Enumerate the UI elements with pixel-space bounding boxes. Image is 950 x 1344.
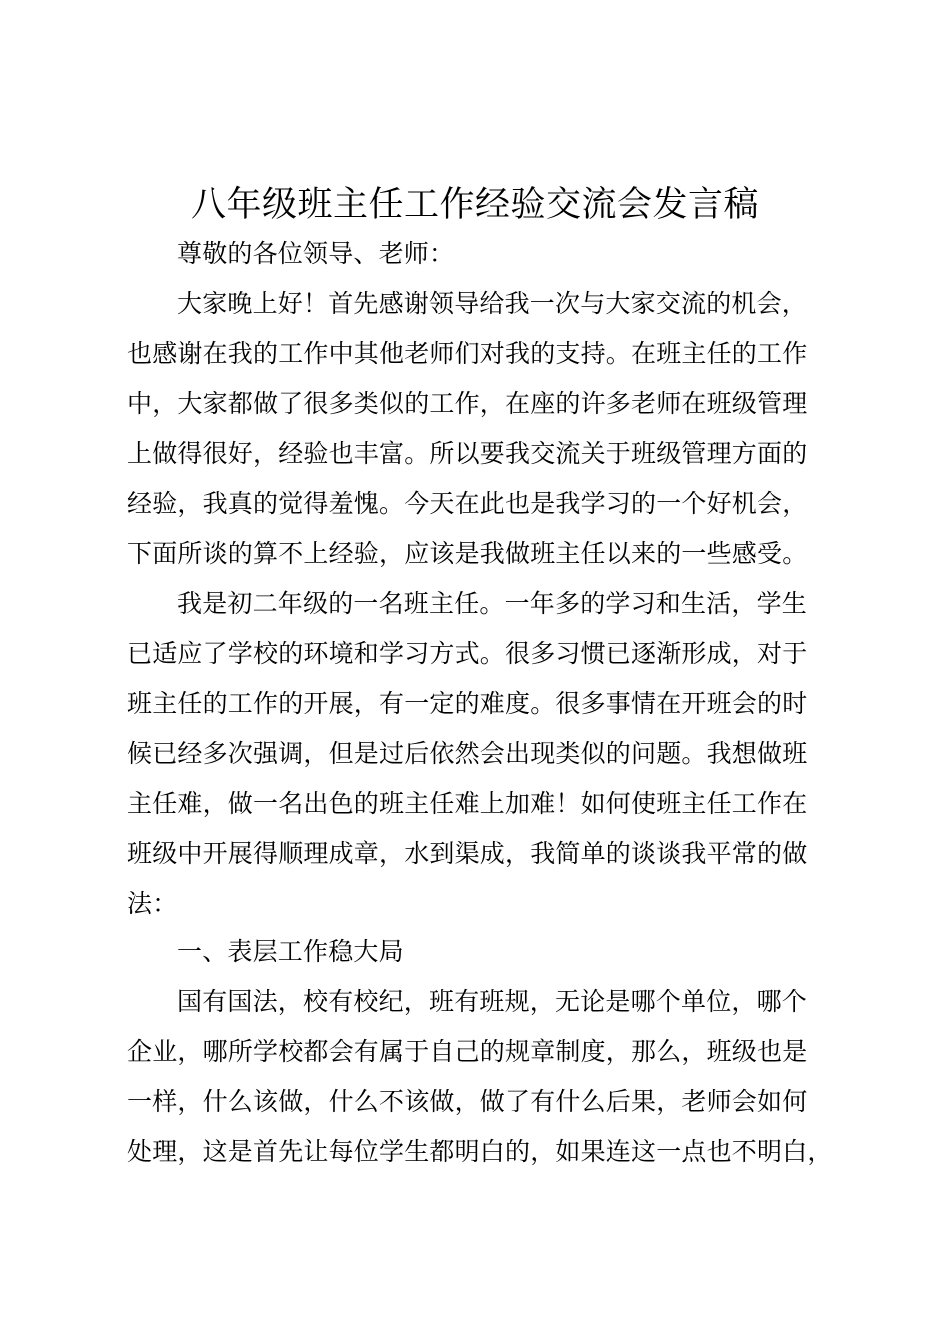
paragraph-line: 上做得很好，经验也丰富。所以要我交流关于班级管理方面的 [127,439,808,468]
paragraph-line: 主任难，做一名出色的班主任难上加难！如何使班主任工作在 [127,789,808,818]
document-title: 八年级班主任工作经验交流会发言稿 [190,185,759,225]
paragraph-line: 处理，这是首先让每位学生都明白的，如果连这一点也不明白， [127,1137,833,1166]
paragraph-line: 法： [127,889,178,918]
paragraph-line: 中，大家都做了很多类似的工作，在座的许多老师在班级管理 [127,389,808,418]
paragraph-line: 也感谢在我的工作中其他老师们对我的支持。在班主任的工作 [127,339,808,368]
paragraph-line: 已适应了学校的环境和学习方式。很多习惯已逐渐形成，对于 [127,639,808,668]
paragraph-line: 候已经多次强调，但是过后依然会出现类似的问题。我想做班 [127,739,808,768]
section-heading: 一、表层工作稳大局 [177,937,404,966]
paragraph-line: 班级中开展得顺理成章，水到渠成，我简单的谈谈我平常的做 [127,839,808,868]
paragraph-line: 企业，哪所学校都会有属于自己的规章制度，那么，班级也是 [127,1037,808,1066]
salutation: 尊敬的各位领导、老师： [177,239,455,268]
paragraph-line: 大家晚上好！首先感谢领导给我一次与大家交流的机会， [177,289,808,318]
paragraph-line: 下面所谈的算不上经验，应该是我做班主任以来的一些感受。 [127,539,808,568]
paragraph-line: 班主任的工作的开展，有一定的难度。很多事情在开班会的时 [127,689,808,718]
paragraph-line: 我是初二年级的一名班主任。一年多的学习和生活，学生 [177,589,808,618]
paragraph-line: 国有国法，校有校纪，班有班规，无论是哪个单位，哪个 [177,987,808,1016]
paragraph-line: 经验，我真的觉得羞愧。今天在此也是我学习的一个好机会， [127,489,808,518]
paragraph-line: 一样，什么该做，什么不该做，做了有什么后果，老师会如何 [127,1087,808,1116]
